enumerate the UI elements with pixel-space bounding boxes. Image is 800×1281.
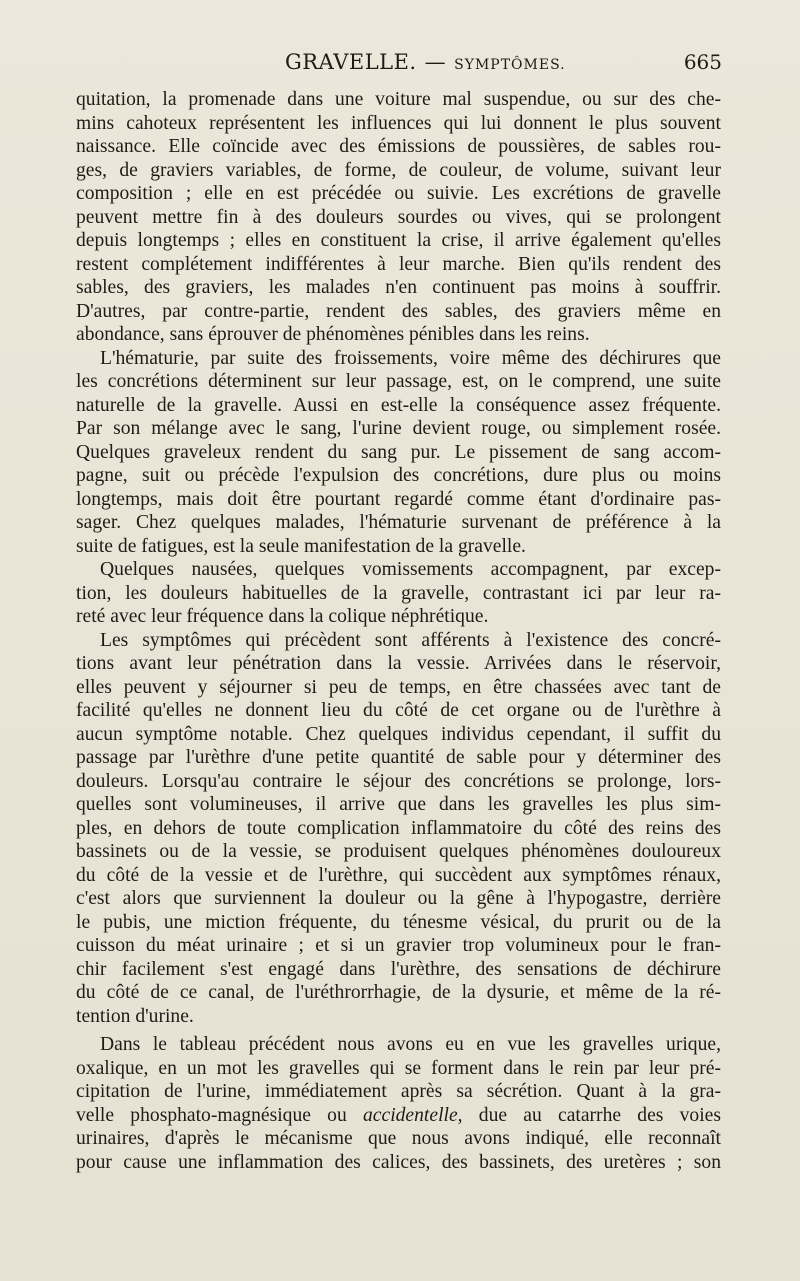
text-line [76,394,721,418]
text-line-content: naturelle de la gravelle. Aussi en est-elle la conséquence assez fréquente. [76,394,721,416]
text-line [76,370,721,394]
italic-term: accidentelle [363,1104,458,1126]
text-line-content: aucun symptôme notable. Chez quelques individus cependant, il suffit du [76,723,721,745]
text-line [76,112,721,136]
text-line-content: ples, en dehors de toute complication inflammatoire du côté des reins des [76,817,721,839]
text-line [76,88,721,112]
text-line [76,206,721,230]
text-line-content: Les symptômes qui précèdent sont afférents à l'existence des concré- [100,629,721,651]
text-line-content: urinaires, d'après le mécanisme que nous avons indiqué, elle reconnaît [76,1128,721,1149]
text-line-content: oxalique, en un mot les gravelles qui se forment dans le rein par leur pré- [76,1057,721,1079]
text-line-content: D'autres, par contre-partie, rendent des sables, des graviers même en [76,300,721,322]
text-line [76,441,721,465]
text-line-content: le pubis, une miction fréquente, du ténesme vésical, du prurit ou de la [76,911,721,933]
text-line [76,981,721,1005]
text-line [76,934,721,958]
text-line [76,1080,721,1104]
page-number: 665 [683,50,722,74]
text-line-content: Quelques nausées, quelques vomissements accompagnent, par excep- [100,559,721,580]
text-line [76,159,721,183]
text-line [76,276,721,300]
text-line-content: les concrétions déterminent sur leur passage, est, on le comprend, une suite [76,371,721,392]
text-line-content: passage par l'urèthre d'une petite quantité de sable pour y déterminer des [76,747,721,768]
text-line [76,723,721,747]
text-line-content: Dans le tableau précédent nous avons eu en vue les gravelles urique, [100,1034,721,1055]
text-line-content: tions avant leur pénétration dans la vessie. Arrivées dans le réservoir, [76,653,721,674]
text-line-content: sables, des graviers, les malades n'en continuent pas moins à souffrir. [76,277,721,298]
text-line-content: quitation, la promenade dans une voiture mal suspendue, ou sur des che- [76,89,721,110]
text-line [76,1104,721,1128]
text-line-content: cipitation de l'urine, immédiatement après sa sécrétion. Quant à la gra- [76,1081,721,1102]
text-line-content: tion, les douleurs habituelles de la gravelle, contrastant ici par leur ra- [76,582,721,604]
text-line-content: douleurs. Lorsqu'au contraire le séjour des concrétions se prolonge, lors- [76,770,721,792]
text-line [76,347,721,371]
text-line-content: longtemps, mais doit être pourtant regardé comme étant d'ordinaire pas- [76,488,721,510]
text-line [76,182,721,206]
text-line-content: ges, de graviers variables, de forme, de couleur, de volume, suivant leur [76,159,721,181]
text-line-content: elles peuvent y séjourner si peu de temps, en être chassées avec tant de [76,676,721,698]
text-line-content: reté avec leur fréquence dans la colique néphrétique. [76,606,489,627]
text-line-content: , due au catarrhe des voies [457,1104,721,1126]
running-title [285,50,566,74]
text-line-content: chir facilement s'est engagé dans l'urèthre, des sensations de déchirure [76,958,721,980]
text-line [76,1033,721,1057]
text-line-content: depuis longtemps ; elles en constituent la crise, il arrive également qu'elles [76,230,721,251]
text-line [76,464,721,488]
text-line-content: peuvent mettre fin à des douleurs sourdes ou vives, qui se prolongent [76,206,721,228]
text-line [76,300,721,324]
running-title-main: GRAVELLE. [285,50,417,74]
text-line [76,229,721,253]
body-text [76,88,721,1174]
text-line-content: bassinets ou de la vessie, se produisent quelques phénomènes douloureux [76,841,721,862]
text-line [76,323,721,347]
text-line-content: facilité qu'elles ne donnent lieu du côté de cet organe ou de l'urèthre à [76,700,721,721]
text-line [76,558,721,582]
text-line [76,253,721,277]
text-line [76,1127,721,1151]
text-line [76,1057,721,1081]
text-line [76,958,721,982]
text-line [76,417,721,441]
text-line [76,629,721,653]
text-line [76,135,721,159]
text-line [76,1005,721,1029]
text-line [76,582,721,606]
text-line-content: Par son mélange avec le sang, l'urine devient rouge, ou simplement rosée. [76,418,721,439]
text-line-content: restent complétement indifférentes à leur marche. Bien qu'ils rendent des [76,253,721,275]
text-line [76,1151,721,1175]
text-line-content: c'est alors que surviennent la douleur ou la gêne à l'hypogastre, derrière [76,888,721,909]
text-line-content: quelles sont volumineuses, il arrive que dans les gravelles les plus sim- [76,794,721,815]
text-line [76,511,721,535]
text-line-content: mins cahoteux représentent les influences qui lui donnent le plus souvent [76,112,721,134]
text-line [76,793,721,817]
text-line [76,676,721,700]
text-line-content: L'hématurie, par suite des froissements, voire même des déchirures que [100,347,721,369]
text-line-content: naissance. Elle coïncide avec des émissions de poussières, de sables rou- [76,136,721,157]
text-line-content: pour cause une inflammation des calices, des bassinets, des uretères ; son [76,1151,721,1173]
text-line [76,652,721,676]
text-line [76,746,721,770]
text-line-content: du côté de ce canal, de l'uréthrorrhagie, de la dysurie, et même de la ré- [76,982,721,1003]
text-line-content: pagne, suit ou précède l'expulsion des concrétions, dure plus ou moins [76,465,721,486]
text-line-content: velle phosphato-magnésique ou [76,1104,363,1126]
text-line [76,840,721,864]
text-line [76,887,721,911]
text-line-content: Quelques graveleux rendent du sang pur. Le pissement de sang accom- [76,441,721,463]
text-line-content: abondance, sans éprouver de phénomènes pénibles dans les reins. [76,324,590,345]
text-line-content: du côté de la vessie et de l'urèthre, qui succèdent aux symptômes rénaux, [76,864,721,886]
text-line-content: cuisson du méat urinaire ; et si un gravier trop volumineux pour le fran- [76,935,721,956]
text-line [76,605,721,629]
text-line-content: composition ; elle en est précédée ou suivie. Les excrétions de gravelle [76,183,721,204]
text-line [76,911,721,935]
text-line-content: tention d'urine. [76,1005,194,1027]
text-line [76,817,721,841]
text-line [76,770,721,794]
text-line [76,864,721,888]
text-line [76,488,721,512]
text-line-content: sager. Chez quelques malades, l'hématurie survenant de préférence à la [76,512,721,533]
running-title-section: SYMPTÔMES. [454,57,566,73]
text-line [76,699,721,723]
text-line-content: suite de fatigues, est la seule manifestation de la gravelle. [76,535,526,557]
title-dash: — [424,50,447,74]
page-header [0,50,800,80]
text-line [76,535,721,559]
